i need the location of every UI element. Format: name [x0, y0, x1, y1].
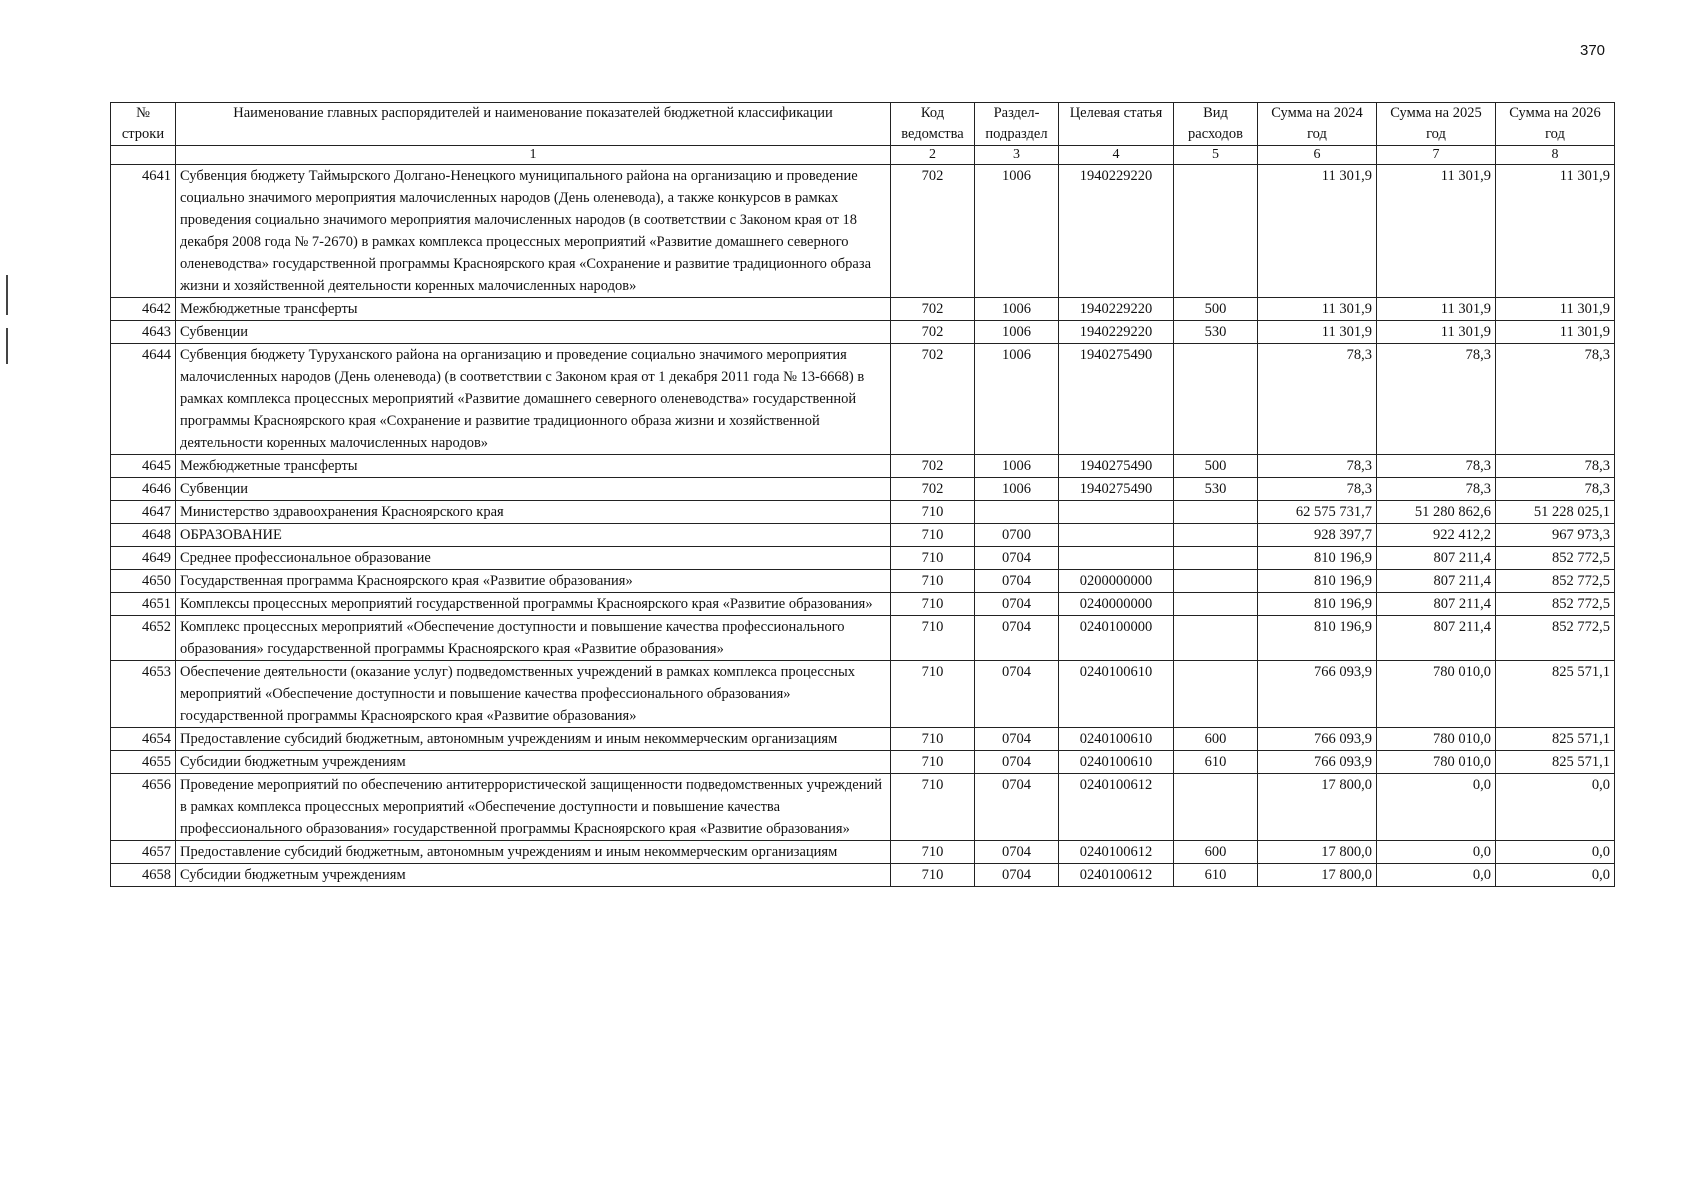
- header-dept-code: Код ведомства: [891, 103, 975, 146]
- target-article: [1059, 524, 1174, 547]
- table-row: [111, 321, 1615, 344]
- row-name: Субвенции: [176, 478, 891, 501]
- target-article: [1059, 501, 1174, 524]
- header-sum-2026: Сумма на 2026 год: [1496, 103, 1615, 146]
- column-number: 8: [1496, 146, 1615, 165]
- dept-code: 710: [891, 524, 975, 547]
- target-article: 0240100610: [1059, 661, 1174, 728]
- sum-2026: 852 772,5: [1496, 547, 1615, 570]
- column-number: 6: [1258, 146, 1377, 165]
- row-number: 4641: [111, 165, 176, 298]
- row-number: 4654: [111, 728, 176, 751]
- page-number: 370: [1580, 42, 1606, 59]
- target-article: 0240100612: [1059, 841, 1174, 864]
- target-article: 1940229220: [1059, 298, 1174, 321]
- sum-2024: 17 800,0: [1258, 864, 1377, 887]
- header-row: [111, 103, 1615, 146]
- target-article: 0240100612: [1059, 864, 1174, 887]
- expense-type: 530: [1174, 478, 1258, 501]
- table-row: [111, 751, 1615, 774]
- dept-code: 702: [891, 344, 975, 455]
- header-sum-2025: Сумма на 2025 год: [1377, 103, 1496, 146]
- dept-code: 710: [891, 547, 975, 570]
- table-row: [111, 570, 1615, 593]
- expense-type: 600: [1174, 841, 1258, 864]
- sum-2024: 17 800,0: [1258, 841, 1377, 864]
- table-row: [111, 547, 1615, 570]
- row-number: 4653: [111, 661, 176, 728]
- sum-2026: 852 772,5: [1496, 616, 1615, 661]
- row-number: 4646: [111, 478, 176, 501]
- sum-2024: 11 301,9: [1258, 321, 1377, 344]
- sum-2025: 0,0: [1377, 774, 1496, 841]
- row-number: 4652: [111, 616, 176, 661]
- column-number: 3: [975, 146, 1059, 165]
- sum-2026: 825 571,1: [1496, 728, 1615, 751]
- expense-type: 530: [1174, 321, 1258, 344]
- expense-type: [1174, 547, 1258, 570]
- sum-2026: 852 772,5: [1496, 593, 1615, 616]
- target-article: [1059, 547, 1174, 570]
- dept-code: 710: [891, 841, 975, 864]
- row-number: 4647: [111, 501, 176, 524]
- sum-2024: 810 196,9: [1258, 570, 1377, 593]
- section-code: 0704: [975, 593, 1059, 616]
- row-name: Среднее профессиональное образование: [176, 547, 891, 570]
- dept-code: 710: [891, 751, 975, 774]
- sum-2024: 766 093,9: [1258, 661, 1377, 728]
- target-article: 0240100610: [1059, 728, 1174, 751]
- sum-2024: 78,3: [1258, 478, 1377, 501]
- section-code: 0704: [975, 728, 1059, 751]
- dept-code: 710: [891, 616, 975, 661]
- sum-2026: 78,3: [1496, 455, 1615, 478]
- sum-2025: 11 301,9: [1377, 165, 1496, 298]
- section-code: 1006: [975, 478, 1059, 501]
- column-number: [111, 146, 176, 165]
- header-sum-2024: Сумма на 2024 год: [1258, 103, 1377, 146]
- section-code: 1006: [975, 321, 1059, 344]
- section-code: 0704: [975, 751, 1059, 774]
- table-row: [111, 864, 1615, 887]
- row-number: 4655: [111, 751, 176, 774]
- dept-code: 702: [891, 455, 975, 478]
- row-name: Межбюджетные трансферты: [176, 455, 891, 478]
- row-number: 4642: [111, 298, 176, 321]
- sum-2025: 51 280 862,6: [1377, 501, 1496, 524]
- row-number: 4644: [111, 344, 176, 455]
- sum-2026: 51 228 025,1: [1496, 501, 1615, 524]
- row-name: Проведение мероприятий по обеспечению антитеррористической защищенности подведомственных учреждений в рамках комплекса процессных мероприятий «Обеспечение доступности и повышение качества профессионального образования» государственной программы Красноярского края «Развитие образования»: [176, 774, 891, 841]
- expense-type: [1174, 774, 1258, 841]
- column-number: 5: [1174, 146, 1258, 165]
- column-number: 2: [891, 146, 975, 165]
- sum-2025: 922 412,2: [1377, 524, 1496, 547]
- column-number: 4: [1059, 146, 1174, 165]
- sum-2026: 11 301,9: [1496, 298, 1615, 321]
- table-row: [111, 344, 1615, 455]
- sum-2025: 780 010,0: [1377, 661, 1496, 728]
- target-article: 0240000000: [1059, 593, 1174, 616]
- target-article: 0240100612: [1059, 774, 1174, 841]
- row-number: 4648: [111, 524, 176, 547]
- table-row: [111, 165, 1615, 298]
- table-row: [111, 478, 1615, 501]
- sum-2026: 825 571,1: [1496, 661, 1615, 728]
- row-name: Предоставление субсидий бюджетным, автономным учреждениям и иным некоммерческим организациям: [176, 841, 891, 864]
- expense-type: [1174, 524, 1258, 547]
- sum-2024: 11 301,9: [1258, 165, 1377, 298]
- sum-2025: 780 010,0: [1377, 751, 1496, 774]
- expense-type: 600: [1174, 728, 1258, 751]
- row-name: Государственная программа Красноярского края «Развитие образования»: [176, 570, 891, 593]
- dept-code: 702: [891, 321, 975, 344]
- row-name: Субвенция бюджету Туруханского района на организацию и проведение социально значимого мероприятия малочисленных народов (День оленевода) (в соответствии с Законом края от 1 декабря 2011 года № 13-6668) в рамках комплекса процессных мероприятий «Развитие домашнего северного оленеводства» государственной программы Красноярского края «Сохранение и развитие традиционного образа жизни и хозяйственной деятельности коренных малочисленных народов»: [176, 344, 891, 455]
- dept-code: 702: [891, 165, 975, 298]
- section-code: 0704: [975, 616, 1059, 661]
- expense-type: 500: [1174, 455, 1258, 478]
- sum-2025: 11 301,9: [1377, 321, 1496, 344]
- sum-2024: 766 093,9: [1258, 751, 1377, 774]
- sum-2025: 0,0: [1377, 841, 1496, 864]
- row-name: Субвенция бюджету Таймырского Долгано-Ненецкого муниципального района на организацию и проведение социально значимого мероприятия малочисленных народов (День оленевода), а также конкурсов в рамках проведения социально значимого мероприятия малочисленных народов (в соответствии с Законом края от 18 декабря 2008 года № 7-2670) в рамках комплекса процессных мероприятий «Развитие домашнего северного оленеводства» государственной программы Красноярского края «Сохранение и развитие традиционного образа жизни и хозяйственной деятельности коренных малочисленных народов»: [176, 165, 891, 298]
- target-article: 0240100000: [1059, 616, 1174, 661]
- section-code: 1006: [975, 298, 1059, 321]
- row-number: 4657: [111, 841, 176, 864]
- target-article: 0240100610: [1059, 751, 1174, 774]
- table-row: [111, 841, 1615, 864]
- row-number: 4645: [111, 455, 176, 478]
- header-expense-type: Вид расходов: [1174, 103, 1258, 146]
- target-article: 1940275490: [1059, 344, 1174, 455]
- section-code: 0704: [975, 841, 1059, 864]
- section-code: 0704: [975, 661, 1059, 728]
- sum-2026: 11 301,9: [1496, 165, 1615, 298]
- target-article: 1940229220: [1059, 321, 1174, 344]
- section-code: 0704: [975, 547, 1059, 570]
- section-code: 0700: [975, 524, 1059, 547]
- header-section: Раздел-подраздел: [975, 103, 1059, 146]
- dept-code: 710: [891, 570, 975, 593]
- table-row: [111, 616, 1615, 661]
- sum-2026: 78,3: [1496, 478, 1615, 501]
- table-row: [111, 661, 1615, 728]
- sum-2025: 807 211,4: [1377, 593, 1496, 616]
- column-number-row: [111, 146, 1615, 165]
- table-row: [111, 728, 1615, 751]
- sum-2024: 78,3: [1258, 455, 1377, 478]
- dept-code: 710: [891, 864, 975, 887]
- row-name: ОБРАЗОВАНИЕ: [176, 524, 891, 547]
- row-name: Предоставление субсидий бюджетным, автономным учреждениям и иным некоммерческим организациям: [176, 728, 891, 751]
- sum-2024: 810 196,9: [1258, 616, 1377, 661]
- target-article: 1940275490: [1059, 455, 1174, 478]
- table-row: [111, 298, 1615, 321]
- section-code: 1006: [975, 344, 1059, 455]
- section-code: 0704: [975, 774, 1059, 841]
- sum-2026: 0,0: [1496, 774, 1615, 841]
- row-number: 4656: [111, 774, 176, 841]
- section-code: 1006: [975, 455, 1059, 478]
- dept-code: 710: [891, 501, 975, 524]
- expense-type: [1174, 501, 1258, 524]
- sum-2025: 780 010,0: [1377, 728, 1496, 751]
- table-body: [111, 165, 1615, 887]
- expense-type: 610: [1174, 751, 1258, 774]
- row-name: Обеспечение деятельности (оказание услуг) подведомственных учреждений в рамках комплекса процессных мероприятий «Обеспечение доступности и повышение качества профессионального образования» государственной программы Красноярского края «Развитие образования»: [176, 661, 891, 728]
- row-name: Субвенции: [176, 321, 891, 344]
- dept-code: 710: [891, 661, 975, 728]
- sum-2024: 11 301,9: [1258, 298, 1377, 321]
- expense-type: [1174, 616, 1258, 661]
- sum-2025: 807 211,4: [1377, 547, 1496, 570]
- row-number: 4658: [111, 864, 176, 887]
- row-name: Субсидии бюджетным учреждениям: [176, 864, 891, 887]
- sum-2025: 807 211,4: [1377, 570, 1496, 593]
- target-article: 1940229220: [1059, 165, 1174, 298]
- section-code: 0704: [975, 570, 1059, 593]
- row-name: Межбюджетные трансферты: [176, 298, 891, 321]
- expense-type: [1174, 570, 1258, 593]
- scan-mark: [6, 275, 8, 315]
- row-name: Министерство здравоохранения Красноярского края: [176, 501, 891, 524]
- row-name: Комплекс процессных мероприятий «Обеспечение доступности и повышение качества профессионального образования» государственной программы Красноярского края «Развитие образования»: [176, 616, 891, 661]
- column-number: 1: [176, 146, 891, 165]
- sum-2025: 807 211,4: [1377, 616, 1496, 661]
- sum-2024: 766 093,9: [1258, 728, 1377, 751]
- dept-code: 710: [891, 593, 975, 616]
- dept-code: 702: [891, 478, 975, 501]
- budget-table: [110, 102, 1615, 887]
- sum-2025: 11 301,9: [1377, 298, 1496, 321]
- sum-2024: 62 575 731,7: [1258, 501, 1377, 524]
- target-article: 1940275490: [1059, 478, 1174, 501]
- sum-2026: 78,3: [1496, 344, 1615, 455]
- dept-code: 702: [891, 298, 975, 321]
- row-number: 4651: [111, 593, 176, 616]
- section-code: 1006: [975, 165, 1059, 298]
- sum-2024: 810 196,9: [1258, 593, 1377, 616]
- dept-code: 710: [891, 728, 975, 751]
- expense-type: 610: [1174, 864, 1258, 887]
- expense-type: [1174, 593, 1258, 616]
- sum-2026: 11 301,9: [1496, 321, 1615, 344]
- sum-2026: 0,0: [1496, 841, 1615, 864]
- row-name: Комплексы процессных мероприятий государственной программы Красноярского края «Развитие образования»: [176, 593, 891, 616]
- sum-2026: 852 772,5: [1496, 570, 1615, 593]
- target-article: 0200000000: [1059, 570, 1174, 593]
- header-target-article: Целевая статья: [1059, 103, 1174, 146]
- table-row: [111, 593, 1615, 616]
- sum-2024: 810 196,9: [1258, 547, 1377, 570]
- row-number: 4643: [111, 321, 176, 344]
- sum-2025: 78,3: [1377, 344, 1496, 455]
- expense-type: [1174, 165, 1258, 298]
- sum-2024: 928 397,7: [1258, 524, 1377, 547]
- expense-type: 500: [1174, 298, 1258, 321]
- row-name: Субсидии бюджетным учреждениям: [176, 751, 891, 774]
- sum-2025: 78,3: [1377, 455, 1496, 478]
- sum-2026: 825 571,1: [1496, 751, 1615, 774]
- scan-mark: [6, 328, 8, 364]
- header-name: Наименование главных распорядителей и наименование показателей бюджетной классификации: [176, 103, 891, 146]
- sum-2024: 17 800,0: [1258, 774, 1377, 841]
- sum-2025: 0,0: [1377, 864, 1496, 887]
- section-code: 0704: [975, 864, 1059, 887]
- sum-2026: 0,0: [1496, 864, 1615, 887]
- dept-code: 710: [891, 774, 975, 841]
- header-row-no: № строки: [111, 103, 176, 146]
- column-number: 7: [1377, 146, 1496, 165]
- row-number: 4650: [111, 570, 176, 593]
- expense-type: [1174, 344, 1258, 455]
- section-code: [975, 501, 1059, 524]
- sum-2024: 78,3: [1258, 344, 1377, 455]
- expense-type: [1174, 661, 1258, 728]
- table-row: [111, 524, 1615, 547]
- sum-2026: 967 973,3: [1496, 524, 1615, 547]
- table-row: [111, 455, 1615, 478]
- row-number: 4649: [111, 547, 176, 570]
- table-row: [111, 501, 1615, 524]
- sum-2025: 78,3: [1377, 478, 1496, 501]
- table-row: [111, 774, 1615, 841]
